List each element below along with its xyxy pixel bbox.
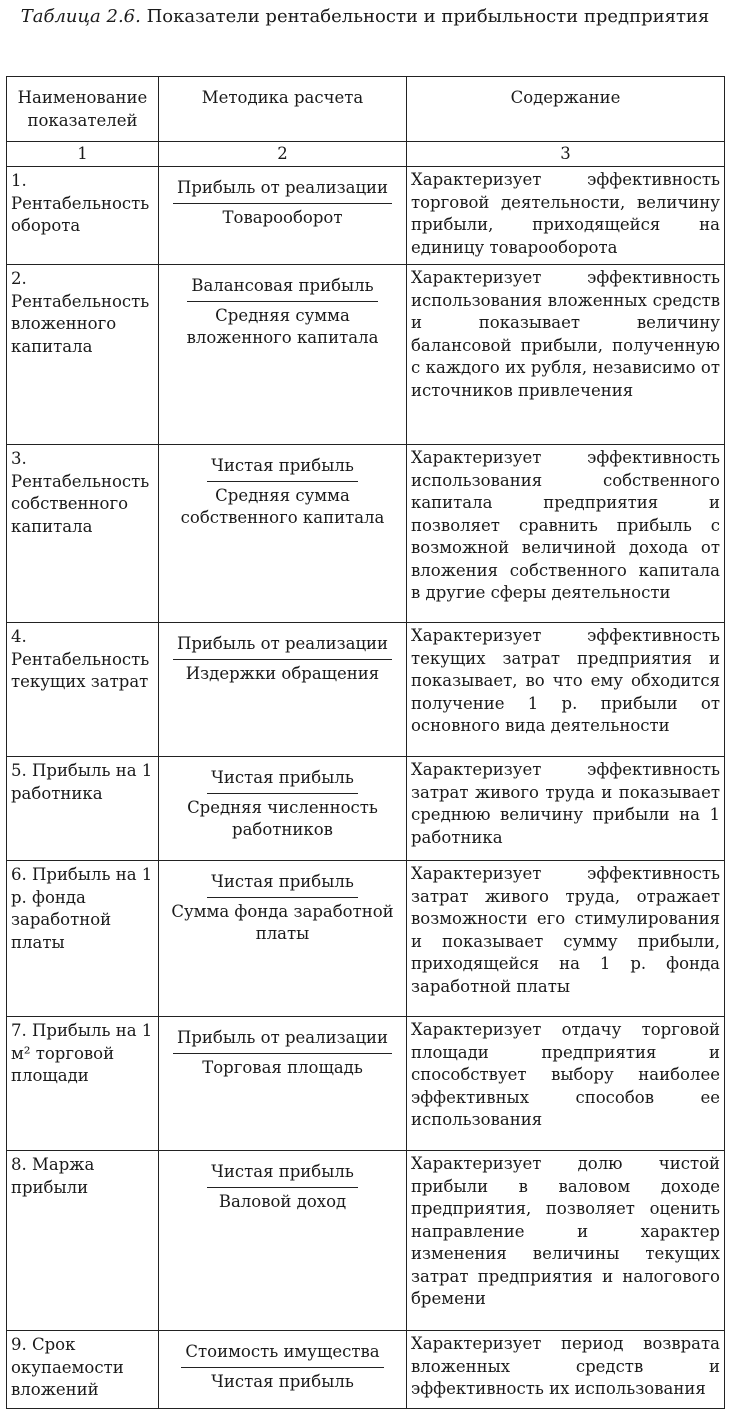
formula-fraction [163,455,402,530]
formula-numerator: Валансовая прибыль [187,275,377,302]
indicator-name: 2. Рентабельность вложенного капитала [7,265,159,445]
indicator-name: 8. Маржа прибыли [7,1151,159,1331]
formula-numerator: Стоимость имущества [181,1341,383,1368]
calculation-method [159,861,407,1017]
formula-denominator: Торговая площадь [202,1057,363,1077]
table-row [7,757,725,861]
indicator-description: Характеризует долю чистой прибыли в валовом доходе предприятия, позволяет оценить направление и характер изменения величины текущих затрат предприятия и налогового бремени [407,1151,725,1331]
indicator-name: 7. Прибыль на 1 м² торговой площади [7,1017,159,1151]
formula-fraction [163,177,402,229]
indicator-name: 1. Рентабельность оборота [7,167,159,265]
formula-fraction [163,1341,402,1393]
table-row [7,265,725,445]
formula-numerator: Чистая прибыль [207,1161,358,1188]
indicators-table [6,76,725,1409]
table-row [7,1017,725,1151]
column-number: 3 [407,142,725,167]
formula-fraction [163,633,402,685]
formula-denominator: Средняя сумма вложенного капитала [186,305,379,347]
formula-denominator: Чистая прибыль [211,1371,354,1391]
column-numbers-row [7,142,725,167]
table-row [7,445,725,623]
formula-fraction [163,275,402,350]
table-row [7,1331,725,1409]
caption-label: Таблица 2.6. [20,6,141,27]
table-row [7,1151,725,1331]
indicator-name: 5. Прибыль на 1 работника [7,757,159,861]
formula-denominator: Средняя численность работников [187,797,378,839]
formula-fraction [163,767,402,842]
indicator-description: Характеризует период возврата вложенных средств и эффективность их использования [407,1331,725,1409]
formula-numerator: Чистая прибыль [207,871,358,898]
indicator-description: Характеризует эффективность текущих затрат предприятия и показывает, во что ему обходится получение 1 р. прибыли от основного вида деятельности [407,623,725,757]
formula-denominator: Издержки обращения [185,663,380,683]
indicator-description: Характеризует эффективность использования собственного капитала предприятия и позволяет сравнить прибыль с возможной величиной дохода от вложения собственного капитала в другие сферы деятельности [407,445,725,623]
indicator-description: Характеризует эффективность затрат живого труда, отражает возможности его стимулирования и показывает сумму прибыли, приходящейся на 1 р. фонда заработной платы [407,861,725,1017]
formula-denominator: Средняя сумма собственного капитала [180,485,385,527]
caption-title: Показатели рентабельности и прибыльности предприятия [146,6,710,27]
calculation-method [159,623,407,757]
indicator-description: Характеризует эффективность торговой деятельности, величину прибыли, приходящейся на единицу товарооборота [407,167,725,265]
formula-numerator: Чистая прибыль [207,455,358,482]
table-row [7,167,725,265]
formula-fraction [163,1027,402,1079]
indicator-name: 6. Прибыль на 1 р. фонда заработной платы [7,861,159,1017]
formula-fraction [163,871,402,946]
calculation-method [159,757,407,861]
indicator-description: Характеризует отдачу торговой площади предприятия и способствует выбору наиболее эффективных способов ее использования [407,1017,725,1151]
formula-fraction [163,1161,402,1213]
header-content: Содержание [407,77,725,142]
formula-denominator: Валовой доход [218,1191,347,1211]
indicator-description: Характеризует эффективность использования вложенных средств и показывает величину балансовой прибыли, полученную с каждого их рубля, независимо от источников привлечения [407,265,725,445]
formula-numerator: Чистая прибыль [207,767,358,794]
table-row [7,623,725,757]
calculation-method [159,265,407,445]
header-name: Наименование показателей [7,77,159,142]
table-caption [0,4,730,30]
indicator-name: 4. Рентабельность текущих затрат [7,623,159,757]
column-number: 2 [159,142,407,167]
indicator-description: Характеризует эффективность затрат живого труда и показывает среднюю величину прибыли на 1 работника [407,757,725,861]
formula-denominator: Сумма фонда заработной платы [171,901,394,943]
formula-numerator: Прибыль от реализации [173,177,392,204]
calculation-method [159,167,407,265]
calculation-method [159,1151,407,1331]
calculation-method [159,1331,407,1409]
calculation-method [159,445,407,623]
formula-numerator: Прибыль от реализации [173,1027,392,1054]
formula-denominator: Товарооборот [222,207,343,227]
formula-numerator: Прибыль от реализации [173,633,392,660]
indicator-name: 3. Рентабельность собственного капитала [7,445,159,623]
table-row [7,861,725,1017]
header-row [7,77,725,142]
header-method: Методика расчета [159,77,407,142]
column-number: 1 [7,142,159,167]
calculation-method [159,1017,407,1151]
indicator-name: 9. Срок окупаемости вложений [7,1331,159,1409]
